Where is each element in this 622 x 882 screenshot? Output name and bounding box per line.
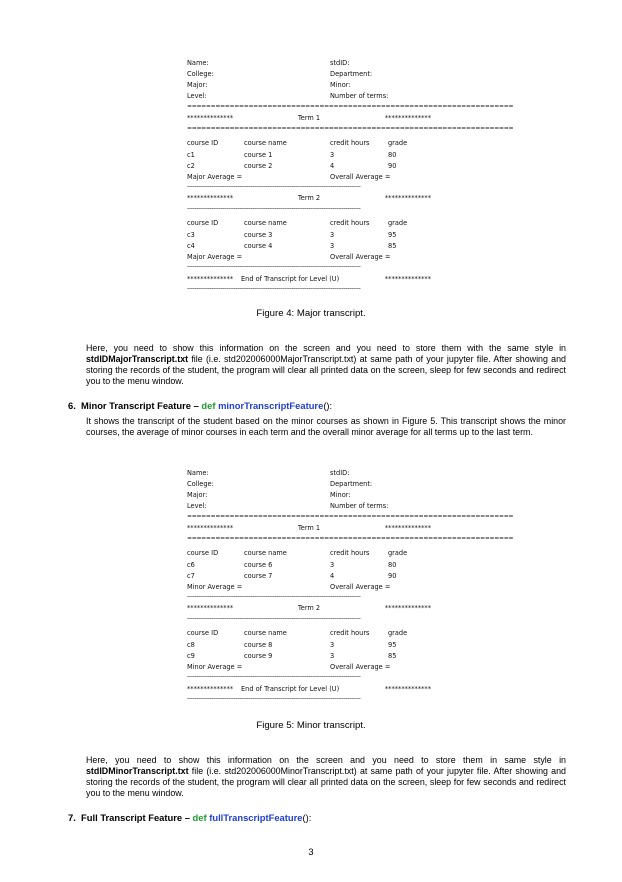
course-name: course 2 <box>244 162 273 170</box>
credit-hours: 3 <box>330 151 335 159</box>
course-name: course 7 <box>244 572 273 580</box>
parentheses: (): <box>323 400 333 411</box>
minor-average-label: Minor Average = <box>187 663 243 671</box>
credit-hours: 3 <box>330 652 335 660</box>
minor-label: Minor: <box>330 81 351 89</box>
figure-4-caption: Figure 4: Major transcript. <box>256 308 366 319</box>
credit-hours: 4 <box>330 162 335 170</box>
course-name: course 6 <box>244 561 273 569</box>
function-name: minorTranscriptFeature <box>218 400 324 411</box>
credit-hours: 3 <box>330 561 335 569</box>
major-transcript-paragraph <box>86 343 566 387</box>
end-of-transcript-label: End of Transcript for Level (U) <box>241 275 340 283</box>
college-label: College: <box>187 480 214 488</box>
term-2-label: Term 2 <box>297 194 321 202</box>
para-text: file (i.e. std202006000MajorTranscript.txt) at same path of your jupyter file. After showing and storing the records of the student, the program will clear all printed data on the screen, sleep for few seconds and redirect you to the menu window. <box>86 354 566 386</box>
course-id: c9 <box>187 652 195 660</box>
averages-row <box>187 664 431 673</box>
course-name: course 9 <box>244 652 273 660</box>
table-row <box>187 232 431 241</box>
stars-right: ************** <box>384 685 431 693</box>
term-1-banner <box>187 115 431 124</box>
col-course-name: course name <box>244 139 287 147</box>
course-id: c8 <box>187 641 195 649</box>
averages-row <box>187 254 431 263</box>
course-id: c1 <box>187 151 195 159</box>
grade: 90 <box>388 572 397 580</box>
item-6-description: It shows the transcript of the student based on the minor courses as shown in Figure 5. This transcript shows the minor courses, the average of minor courses in each term and the overall minor average for all terms up to the last term. <box>86 416 566 437</box>
college-row <box>187 71 431 80</box>
grade: 95 <box>388 641 397 649</box>
column-headers <box>187 630 431 639</box>
stars-left: ************** <box>187 194 234 202</box>
col-credit-hours: credit hours <box>330 549 370 557</box>
major-row <box>187 82 431 91</box>
term-2-label: Term 2 <box>297 604 321 612</box>
para-text: file (i.e. std202006000MinorTranscript.txt) at same path of your jupyter file. After showing and storing the records of the student, the program will clear all printed data on the screen, sleep for few seconds and redirect you to the menu window. <box>86 766 566 798</box>
col-course-name: course name <box>244 629 287 637</box>
double-separator: ===================================================================== <box>187 535 514 542</box>
item-title: Minor Transcript Feature – <box>81 400 202 411</box>
col-course-id: course ID <box>187 629 219 637</box>
minor-transcript-figure <box>187 469 514 710</box>
double-separator: ===================================================================== <box>187 513 514 520</box>
grade: 85 <box>388 652 397 660</box>
major-transcript-figure <box>187 59 514 300</box>
major-average-label: Major Average = <box>187 253 243 261</box>
name-label: Name: <box>187 469 209 477</box>
col-credit-hours: credit hours <box>330 219 370 227</box>
stars-left: ************** <box>187 685 234 693</box>
parentheses: (): <box>302 812 312 823</box>
table-row <box>187 642 431 651</box>
item-number: 6. <box>68 400 76 411</box>
single-separator: --------------------------------------------------------------------------------------------- <box>187 593 361 600</box>
end-of-transcript-label: End of Transcript for Level (U) <box>241 685 340 693</box>
end-banner <box>187 686 431 695</box>
overall-average-label: Overall Average = <box>330 173 391 181</box>
double-separator: ===================================================================== <box>187 103 514 110</box>
course-id: c7 <box>187 572 195 580</box>
para-text: Here, you need to show this information on the screen and you need to store them in same style in <box>86 755 566 765</box>
level-label: Level: <box>187 502 207 510</box>
course-id: c2 <box>187 162 195 170</box>
grade: 80 <box>388 561 397 569</box>
num-terms-label: Number of terms: <box>330 502 389 510</box>
single-separator: --------------------------------------------------------------------------------------------- <box>187 205 361 212</box>
credit-hours: 3 <box>330 242 335 250</box>
stars-left: ************** <box>187 604 234 612</box>
name-row <box>187 470 431 479</box>
credit-hours: 4 <box>330 572 335 580</box>
double-separator: ===================================================================== <box>187 125 514 132</box>
department-label: Department: <box>330 480 373 488</box>
averages-row <box>187 174 431 183</box>
credit-hours: 3 <box>330 641 335 649</box>
col-course-id: course ID <box>187 549 219 557</box>
level-row <box>187 93 431 102</box>
major-file-name: stdIDMajorTranscript.txt <box>86 354 189 364</box>
credit-hours: 3 <box>330 231 335 239</box>
item-title: Full Transcript Feature – <box>81 812 193 823</box>
stars-left: ************** <box>187 114 234 122</box>
minor-transcript-paragraph <box>86 755 566 799</box>
col-grade: grade <box>388 219 408 227</box>
single-separator: --------------------------------------------------------------------------------------------- <box>187 183 361 190</box>
course-id: c3 <box>187 231 195 239</box>
overall-average-label: Overall Average = <box>330 663 391 671</box>
level-row <box>187 503 431 512</box>
stars-right: ************** <box>384 194 431 202</box>
grade: 90 <box>388 162 397 170</box>
course-name: course 3 <box>244 231 273 239</box>
table-row <box>187 243 431 252</box>
grade: 85 <box>388 242 397 250</box>
col-grade: grade <box>388 549 408 557</box>
stdid-label: stdID: <box>330 469 350 477</box>
course-name: course 8 <box>244 641 273 649</box>
column-headers <box>187 140 431 149</box>
def-keyword: def <box>201 400 216 411</box>
grade: 80 <box>388 151 397 159</box>
major-label: Major: <box>187 81 208 89</box>
college-row <box>187 481 431 490</box>
item-7-heading <box>68 812 311 823</box>
overall-average-label: Overall Average = <box>330 253 391 261</box>
minor-file-name: stdIDMinorTranscript.txt <box>86 766 189 776</box>
col-grade: grade <box>388 139 408 147</box>
single-separator: --------------------------------------------------------------------------------------------- <box>187 673 361 680</box>
single-separator: --------------------------------------------------------------------------------------------- <box>187 285 361 292</box>
term-1-label: Term 1 <box>297 524 321 532</box>
figure-5-caption: Figure 5: Minor transcript. <box>256 720 366 731</box>
col-course-id: course ID <box>187 139 219 147</box>
term-2-banner <box>187 605 431 614</box>
col-course-name: course name <box>244 219 287 227</box>
function-name: fullTranscriptFeature <box>209 812 303 823</box>
department-label: Department: <box>330 70 373 78</box>
stdid-label: stdID: <box>330 59 350 67</box>
column-headers <box>187 220 431 229</box>
course-name: course 1 <box>244 151 273 159</box>
single-separator: --------------------------------------------------------------------------------------------- <box>187 615 361 622</box>
averages-row <box>187 584 431 593</box>
term-1-banner <box>187 525 431 534</box>
num-terms-label: Number of terms: <box>330 92 389 100</box>
col-course-name: course name <box>244 549 287 557</box>
single-separator: --------------------------------------------------------------------------------------------- <box>187 695 361 702</box>
major-row <box>187 492 431 501</box>
stars-right: ************** <box>384 604 431 612</box>
course-name: course 4 <box>244 242 273 250</box>
course-id: c6 <box>187 561 195 569</box>
major-average-label: Major Average = <box>187 173 243 181</box>
table-row <box>187 152 431 161</box>
grade: 95 <box>388 231 397 239</box>
item-6-heading <box>68 400 332 411</box>
course-id: c4 <box>187 242 195 250</box>
minor-label: Minor: <box>330 491 351 499</box>
stars-left: ************** <box>187 275 234 283</box>
minor-average-label: Minor Average = <box>187 583 243 591</box>
stars-left: ************** <box>187 524 234 532</box>
name-row <box>187 60 431 69</box>
col-credit-hours: credit hours <box>330 139 370 147</box>
stars-right: ************** <box>384 275 431 283</box>
name-label: Name: <box>187 59 209 67</box>
col-course-id: course ID <box>187 219 219 227</box>
table-row <box>187 562 431 571</box>
page-number: 3 <box>308 846 314 857</box>
col-credit-hours: credit hours <box>330 629 370 637</box>
term-1-label: Term 1 <box>297 114 321 122</box>
stars-right: ************** <box>384 524 431 532</box>
overall-average-label: Overall Average = <box>330 583 391 591</box>
column-headers <box>187 550 431 559</box>
table-row <box>187 653 431 662</box>
col-grade: grade <box>388 629 408 637</box>
single-separator: --------------------------------------------------------------------------------------------- <box>187 263 361 270</box>
level-label: Level: <box>187 92 207 100</box>
college-label: College: <box>187 70 214 78</box>
stars-right: ************** <box>384 114 431 122</box>
major-label: Major: <box>187 491 208 499</box>
table-row <box>187 573 431 582</box>
item-number: 7. <box>68 812 76 823</box>
term-2-banner <box>187 195 431 204</box>
def-keyword: def <box>192 812 207 823</box>
table-row <box>187 163 431 172</box>
end-banner <box>187 276 431 285</box>
para-text: Here, you need to show this information on the screen and you need to store them with the same style in <box>86 343 566 353</box>
